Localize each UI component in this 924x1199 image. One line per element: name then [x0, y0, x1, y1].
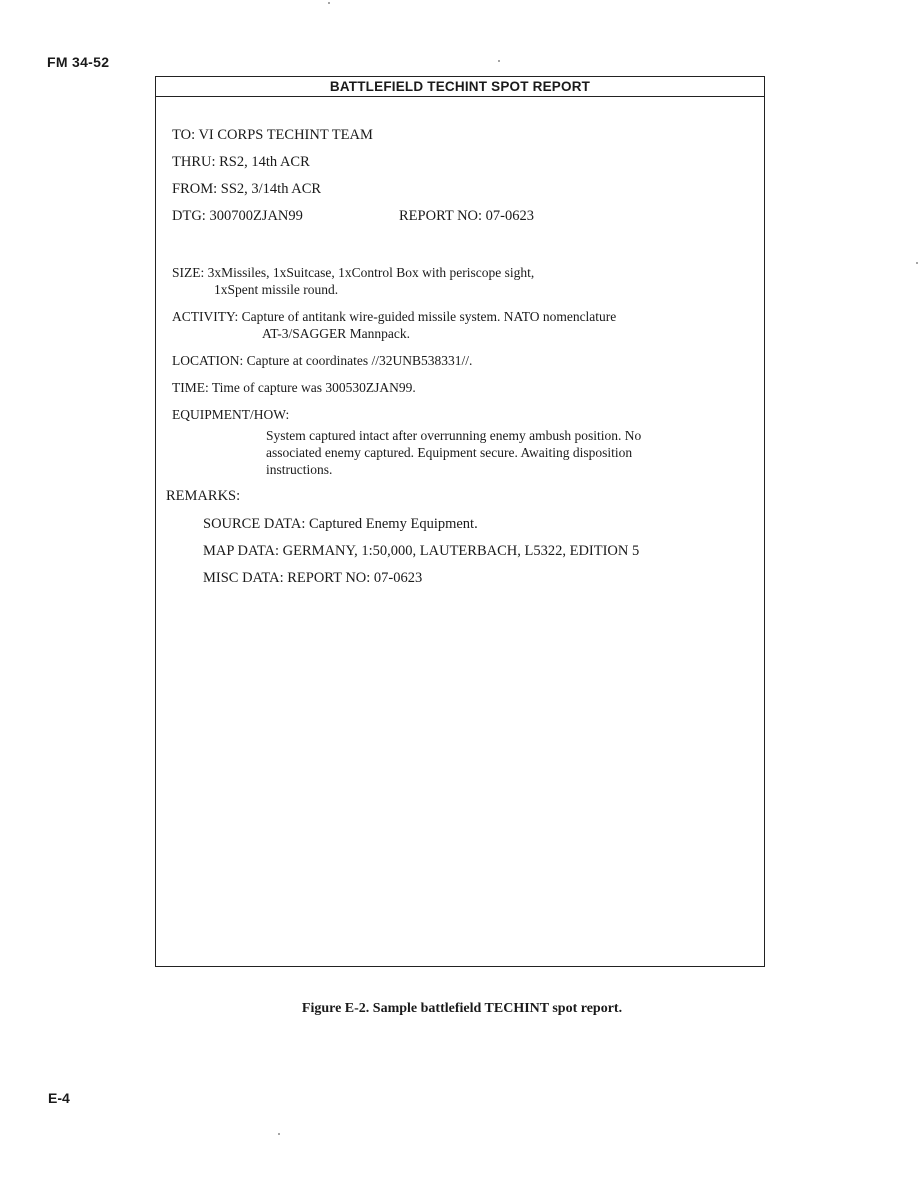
misc-data-field: MISC DATA: REPORT NO: 07-0623: [203, 570, 423, 586]
source-data-field: SOURCE DATA: Captured Enemy Equipment.: [203, 516, 478, 532]
spot-report-form: [155, 76, 765, 967]
document-id: FM 34-52: [47, 54, 110, 70]
scan-speck: [328, 2, 330, 4]
scan-speck: [498, 60, 500, 62]
thru-field: THRU: RS2, 14th ACR: [172, 154, 310, 170]
equipment-how-line3: instructions.: [266, 462, 333, 477]
size-field-line1: SIZE: 3xMissiles, 1xSuitcase, 1xControl Box with periscope sight,: [172, 265, 535, 280]
location-field: LOCATION: Capture at coordinates //32UNB538331//.: [172, 353, 473, 368]
from-field: FROM: SS2, 3/14th ACR: [172, 181, 322, 197]
dtg-field: DTG: 300700ZJAN99: [172, 208, 303, 224]
page-number: E-4: [48, 1090, 70, 1106]
scan-speck: [278, 1133, 280, 1135]
map-data-field: MAP DATA: GERMANY, 1:50,000, LAUTERBACH, L5322, EDITION 5: [203, 543, 640, 559]
remarks-label: REMARKS:: [166, 488, 241, 504]
activity-field-line1: ACTIVITY: Capture of antitank wire-guided missile system. NATO nomenclature: [172, 309, 617, 324]
equipment-how-line2: associated enemy captured. Equipment secure. Awaiting disposition: [266, 445, 633, 460]
time-field: TIME: Time of capture was 300530ZJAN99.: [172, 380, 416, 395]
size-field-line2: 1xSpent missile round.: [214, 282, 339, 297]
scan-speck: [916, 262, 918, 264]
to-field: TO: VI CORPS TECHINT TEAM: [172, 127, 373, 143]
equipment-how-label: EQUIPMENT/HOW:: [172, 407, 290, 422]
figure-caption: Figure E-2. Sample battlefield TECHINT spot report.: [301, 1001, 623, 1016]
report-number-field: REPORT NO: 07-0623: [399, 208, 535, 224]
report-title: BATTLEFIELD TECHINT SPOT REPORT: [329, 79, 591, 94]
title-divider: [156, 96, 764, 97]
activity-field-line2: AT-3/SAGGER Mannpack.: [262, 326, 410, 341]
equipment-how-line1: System captured intact after overrunning enemy ambush position. No: [266, 428, 642, 443]
